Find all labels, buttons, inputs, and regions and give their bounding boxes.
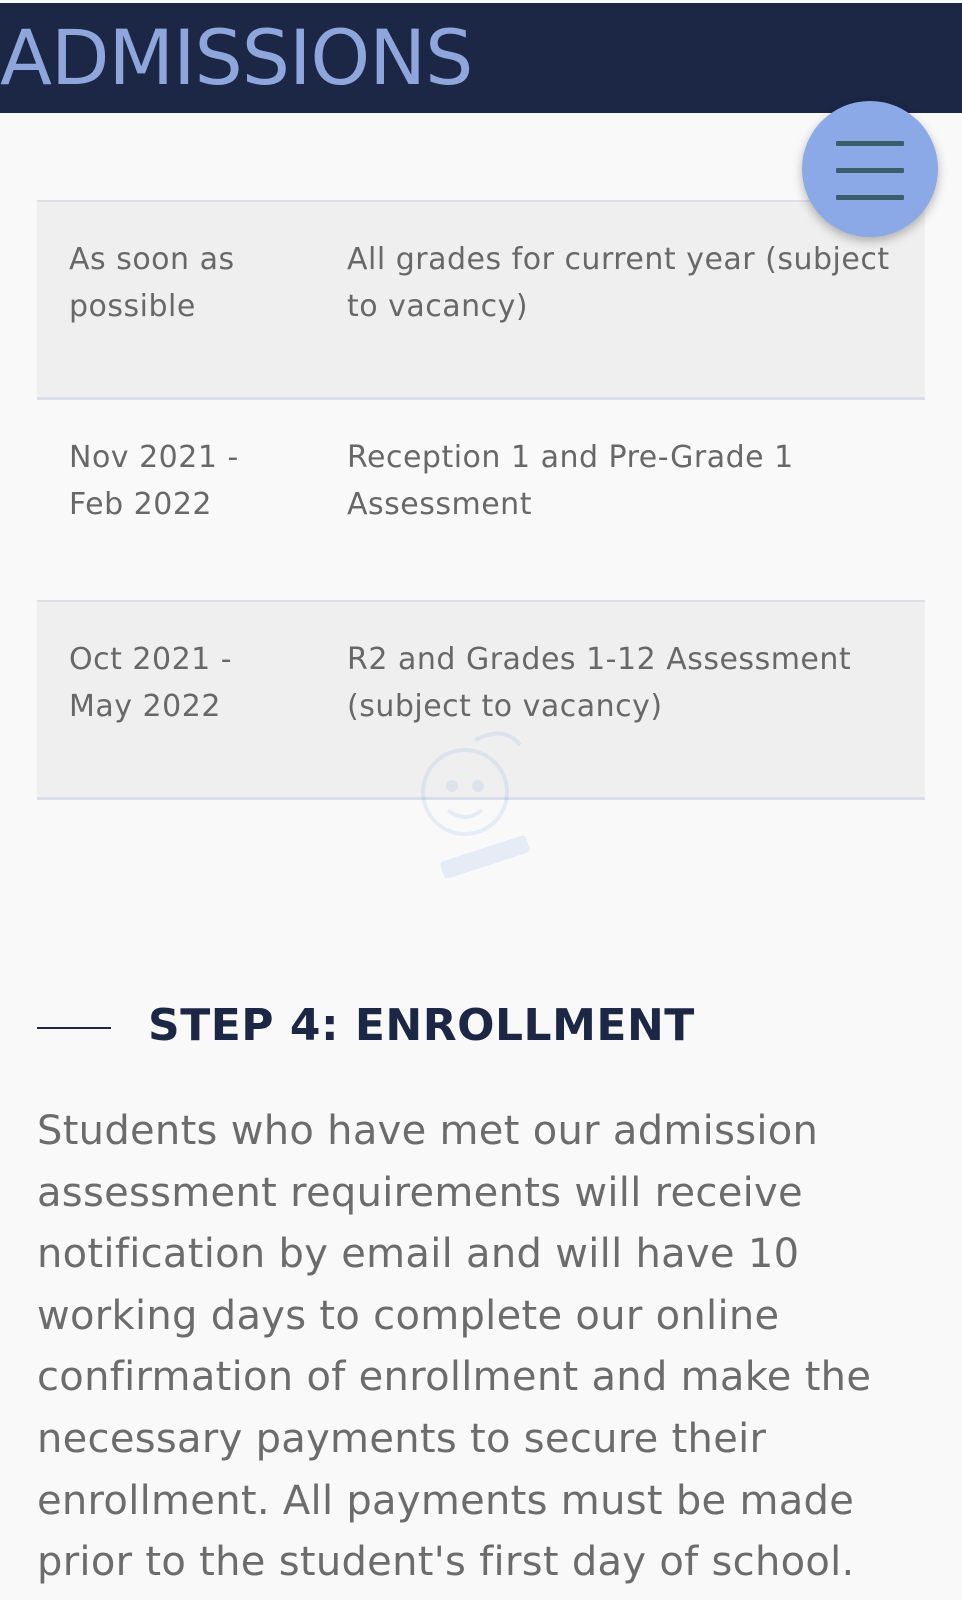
admission-schedule-table: [37, 200, 925, 800]
row-description: Reception 1 and Pre-Grade 1 Assessment: [347, 440, 794, 522]
enrollment-description: Students who have met our admission assessment requirements will receive notification by email and will have 10 working days to complete our online confirmation of enrollment and make the necessary payments to secure their enrollment. All payments must be made prior to the student's first day of school.: [37, 1108, 872, 1586]
table-row: [37, 600, 925, 800]
page-title: ADMISSIONS: [0, 13, 473, 102]
row-description: All grades for current year (subject to vacancy): [347, 242, 890, 324]
page-header: [0, 3, 962, 113]
menu-button[interactable]: [802, 101, 938, 237]
row-date: Oct 2021 - May 2022: [69, 642, 233, 724]
step-4-heading: STEP 4: ENROLLMENT: [148, 1000, 695, 1051]
table-row: [37, 400, 925, 600]
row-date: As soon as possible: [69, 242, 235, 324]
table-row: [37, 200, 925, 400]
section-divider-line: [37, 1027, 111, 1029]
row-description: R2 and Grades 1-12 Assessment (subject to vacancy): [347, 642, 852, 724]
row-date: Nov 2021 - Feb 2022: [69, 440, 239, 522]
